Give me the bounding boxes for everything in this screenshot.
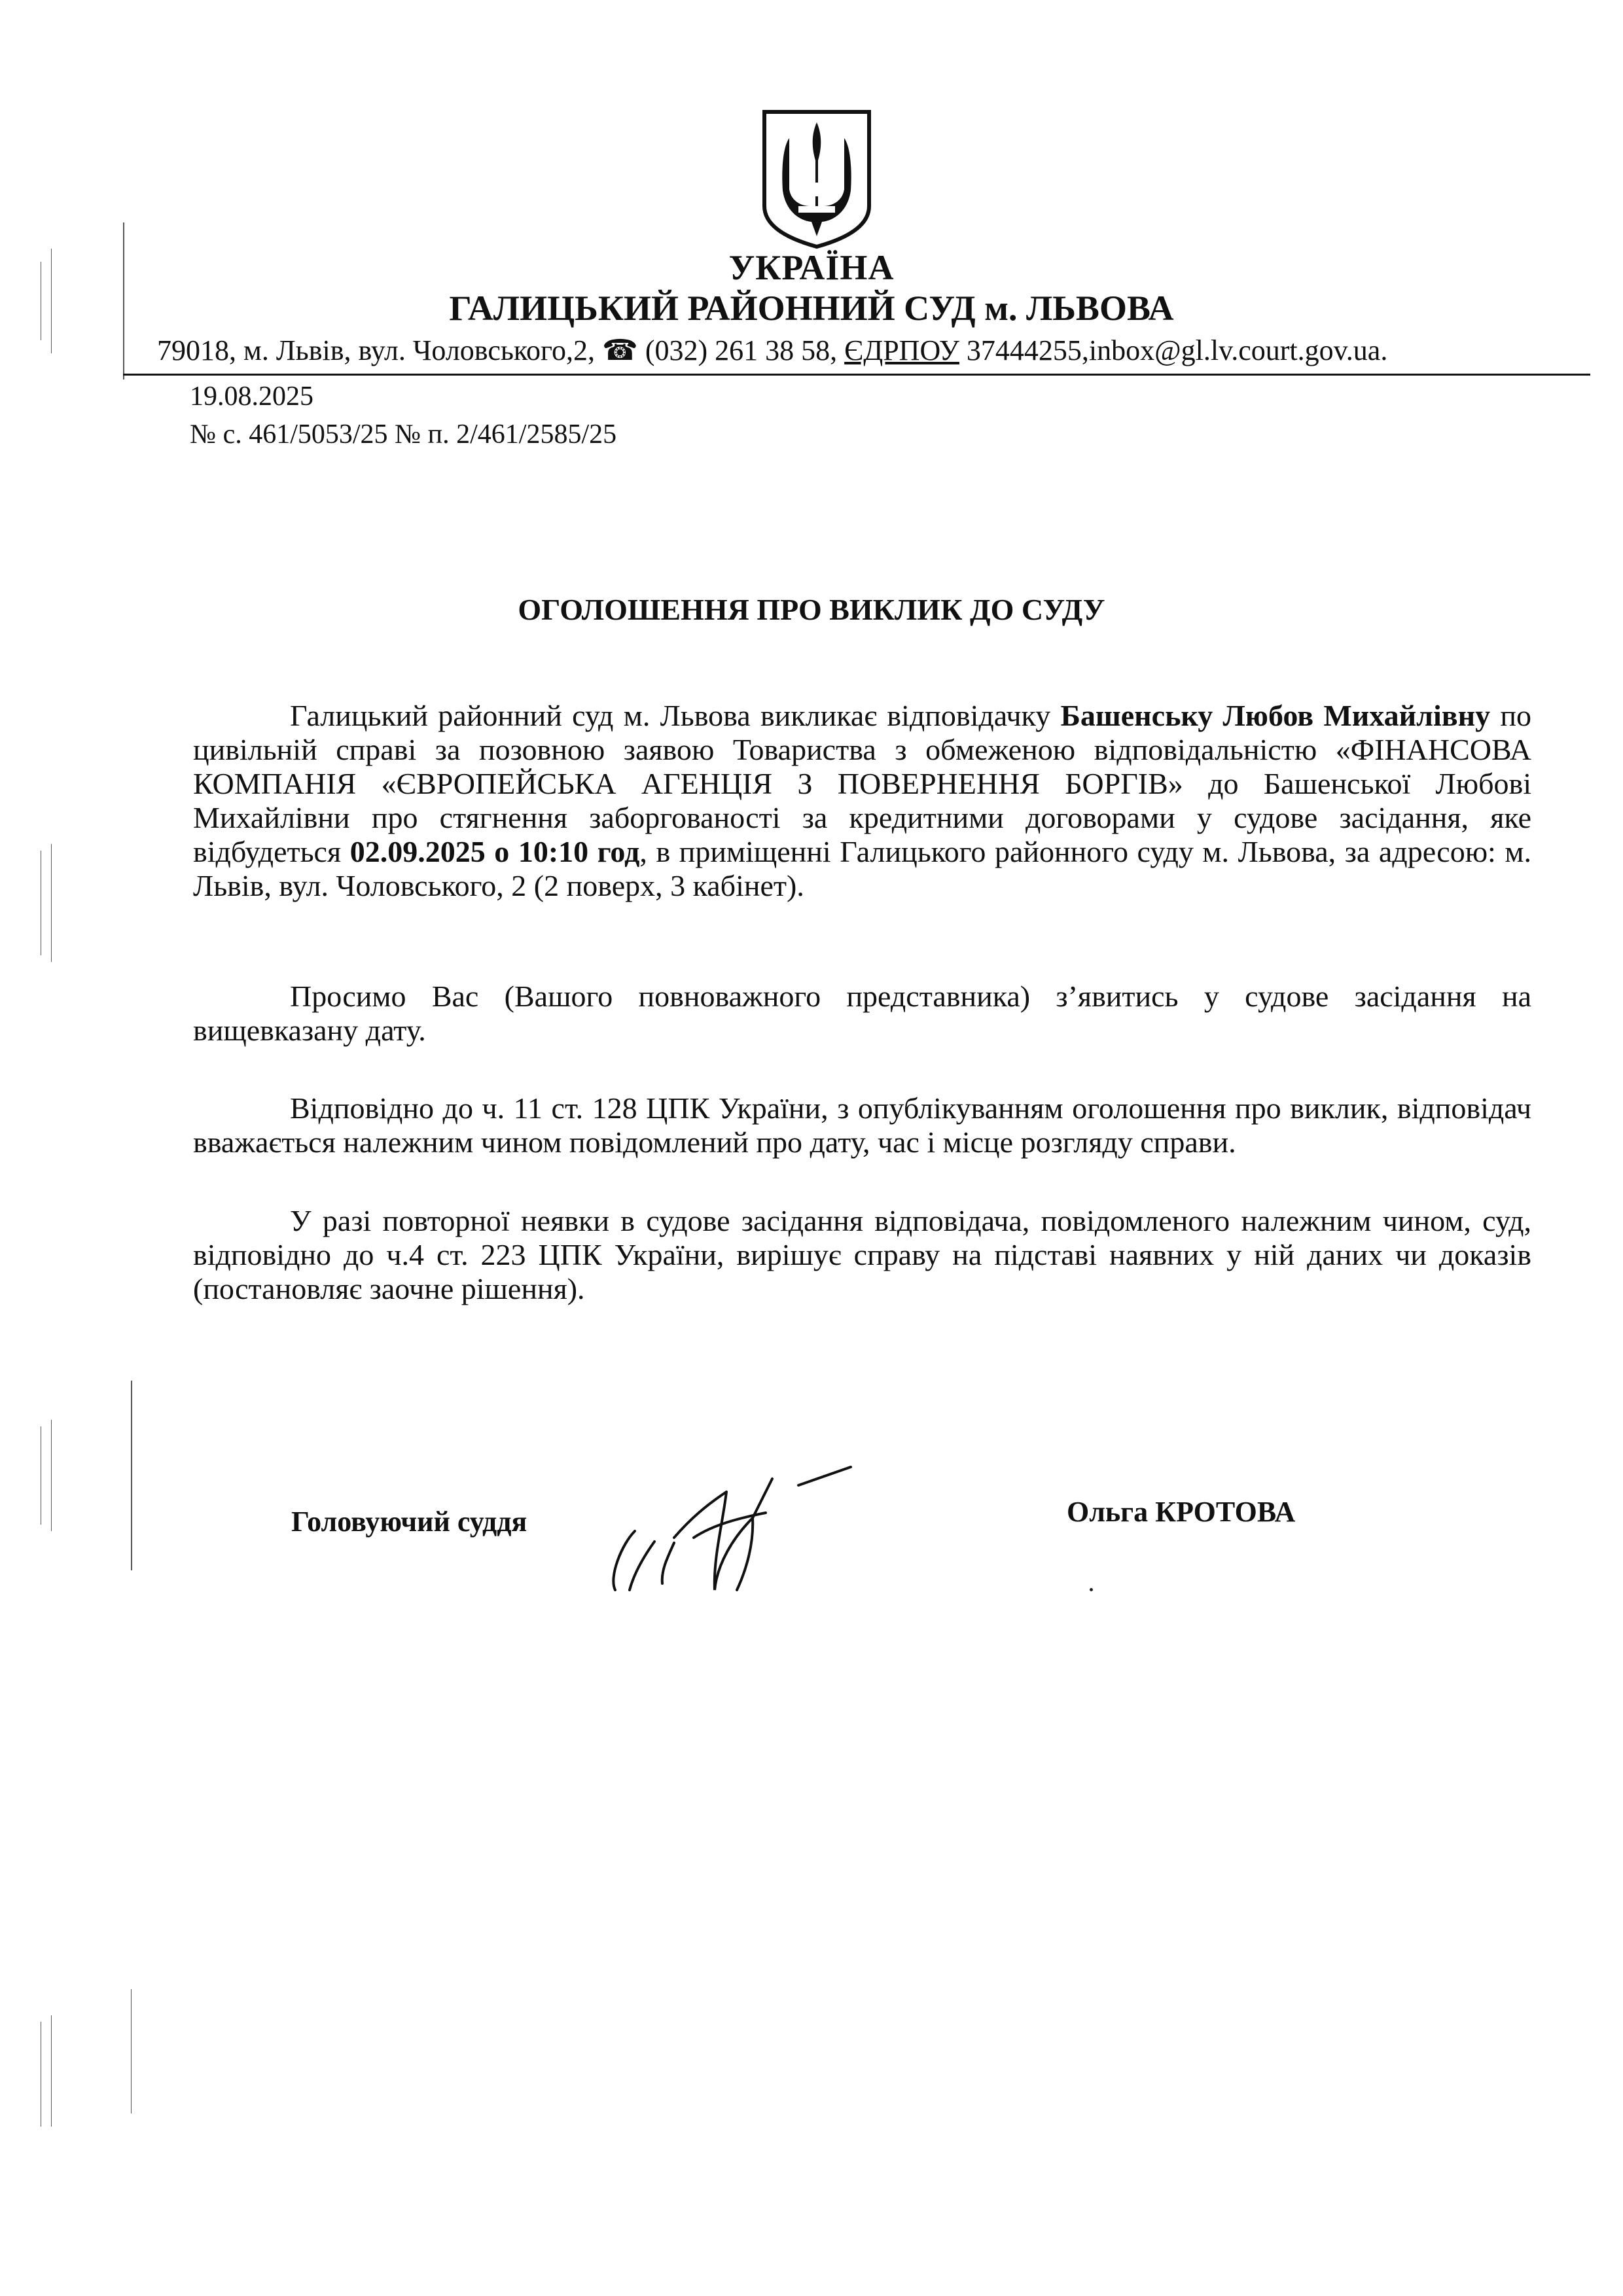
- handwritten-signature: [576, 1426, 942, 1610]
- scan-artifact-line: [51, 2015, 52, 2127]
- scan-artifact-line: [51, 844, 52, 962]
- coat-of-arms-emblem: [760, 108, 873, 251]
- notice-paragraph-3: [193, 1091, 1531, 1159]
- paragraph-text: Просимо Вас (Вашого повноважного представника) з’явитись у судове засідання на вищевказану дату.: [193, 980, 1531, 1047]
- telephone-icon: ☎: [602, 334, 638, 366]
- address-text: 79018, м. Львів, вул. Чоловського,2,: [157, 334, 603, 366]
- scan-artifact-line: [51, 1420, 52, 1531]
- phone-number: (032) 261 38 58,: [645, 334, 838, 366]
- edrpou-label: ЄДРПОУ: [844, 334, 959, 366]
- case-number: № с. 461/5053/25 № п. 2/461/2585/25: [190, 419, 617, 450]
- hearing-datetime: 02.09.2025 о 10:10 год: [349, 835, 640, 868]
- court-address-line: [157, 334, 1387, 367]
- paragraph-text: Галицький районний суд м. Львова викликає відповідачку: [290, 699, 1061, 732]
- notice-paragraph-1: [193, 699, 1531, 903]
- paragraph-text: У разі повторної неявки в судове засідання відповідача, повідомленого належним чином, суд, відповідно до ч.4 ст. 223 ЦПК України, вирішує справу на підставі наявних у ній даних чи доказів (постановляє заочне рішення).: [193, 1204, 1531, 1305]
- header-divider: [123, 374, 1590, 376]
- defendant-name: Башенську Любов Михайлівну: [1060, 699, 1491, 732]
- paragraph-text: Відповідно до ч. 11 ст. 128 ЦПК України, з опублікуванням оголошення про виклик, відповідач вважається належним чином повідомлений про дату, час і місце розгляду справи.: [193, 1091, 1531, 1159]
- paragraph-text: по цивільній справі за позовною заявою Товариства з обмеженою відповідальністю «ФІНАНСОВА КОМПАНІЯ «ЄВРОПЕЙСЬКА АГЕНЦІЯ З ПОВЕРНЕННЯ БОРГІВ» до Башенської Любові Михайлівни про стягнення заборгованості за кредитними договорами у судове засідання, яке відбудеться: [193, 699, 1531, 868]
- judge-name: Ольга КРОТОВА: [1067, 1496, 1296, 1528]
- notice-paragraph-4: [193, 1204, 1531, 1306]
- notice-title: ОГОЛОШЕННЯ ПРО ВИКЛИК ДО СУДУ: [518, 593, 1105, 626]
- signatory-role: Головуючий суддя: [291, 1506, 527, 1538]
- notice-paragraph-2: [193, 980, 1531, 1048]
- scan-artifact-line: [131, 1381, 132, 1570]
- document-date: 19.08.2025: [190, 381, 313, 412]
- address-details: 37444255,inbox@gl.lv.court.gov.ua.: [959, 334, 1388, 366]
- scan-artifact-line: [131, 1989, 132, 2113]
- paragraph-text: , в приміщенні Галицького районного суду м. Львова, за адресою: м. Львів, вул. Чоловського, 2 (2 поверх, 3 кабінет).: [193, 835, 1532, 902]
- court-name-heading: ГАЛИЦЬКИЙ РАЙОННИЙ СУД м. ЛЬВОВА: [449, 289, 1174, 328]
- scan-speck: [1090, 1588, 1093, 1591]
- country-heading: УКРАЇНА: [728, 248, 895, 287]
